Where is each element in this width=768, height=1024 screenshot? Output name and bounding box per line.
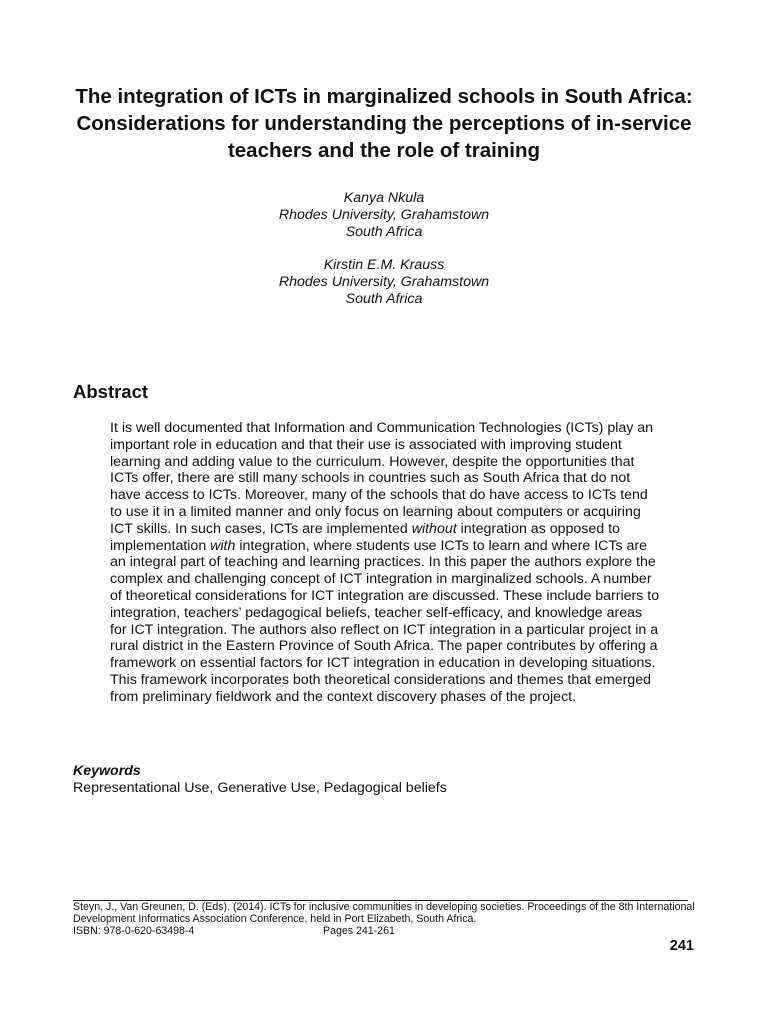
author-affiliation: Rhodes University, Grahamstown xyxy=(278,207,490,223)
keywords-heading: Keywords xyxy=(73,763,141,779)
abstract-emphasis: with xyxy=(210,537,236,554)
author-name: Kirstin E.M. Krauss xyxy=(323,257,445,273)
footer-pages: Pages 241-261 xyxy=(323,925,395,937)
abstract-text xyxy=(110,420,662,706)
abstract-text-part: integration, where students use ICTs to learn and where ICTs are an integral part of teaching and learning practices. In this paper the authors explore the complex and challenging concept of ICT integration in marginalized schools. A number of theoretical considerations for ICT integration are discussed. These include barriers to integration, teachers’ pedagogical beliefs, teacher self-efficacy, and knowledge areas for ICT integration. The authors also reflect on ICT integration in a particular project in a rural district in the Eastern Province of South Africa. The paper contributes by offering a framework on essential factors for ICT integration in education in developing situations. This framework incorporates both theoretical considerations and themes that emerged from preliminary fieldwork and the context discovery phases of the project. xyxy=(110,537,660,705)
abstract-text-part: integration as opposed to implementation xyxy=(110,520,620,554)
abstract-heading: Abstract xyxy=(73,381,149,402)
author-name: Kanya Nkula xyxy=(343,190,425,206)
page-number: 241 xyxy=(669,938,694,954)
author-affiliation: Rhodes University, Grahamstown xyxy=(278,274,490,290)
keywords-list: Representational Use, Generative Use, Pedagogical beliefs xyxy=(73,780,447,796)
abstract-text-part: It is well documented that Information and Communication Technologies (ICTs) play an important role in education and that their use is associated with improving student learning and adding value to the curriculum. However, despite the opportunities that ICTs offer, there are still many schools in countries such as South Africa that do not have access to ICTs. Moreover, many of the schools that do have access to ICTs tend to use it in a limited manner and only focus on learning about computers or acquiring ICT skills. In such cases, ICTs are implemented xyxy=(110,420,654,537)
footer-citation: Steyn, J., Van Greunen, D. (Eds). (2014). ICTs for inclusive communities in developing societies. Proceedings of the 8th International Development Informatics Association Conference, held in Port Elizabeth, South Africa. xyxy=(73,901,695,925)
author-entry xyxy=(184,257,584,308)
author-entry xyxy=(184,190,584,241)
paper-title: The integration of ICTs in marginalized schools in South Africa: Considerations for understanding the perceptions of in-service teachers and the role of training xyxy=(75,85,693,162)
author-block xyxy=(184,190,584,324)
abstract-emphasis: without xyxy=(411,520,457,537)
author-country: South Africa xyxy=(345,224,423,240)
author-country: South Africa xyxy=(345,291,423,307)
footer-isbn: ISBN: 978-0-620-63498-4 xyxy=(73,925,195,937)
